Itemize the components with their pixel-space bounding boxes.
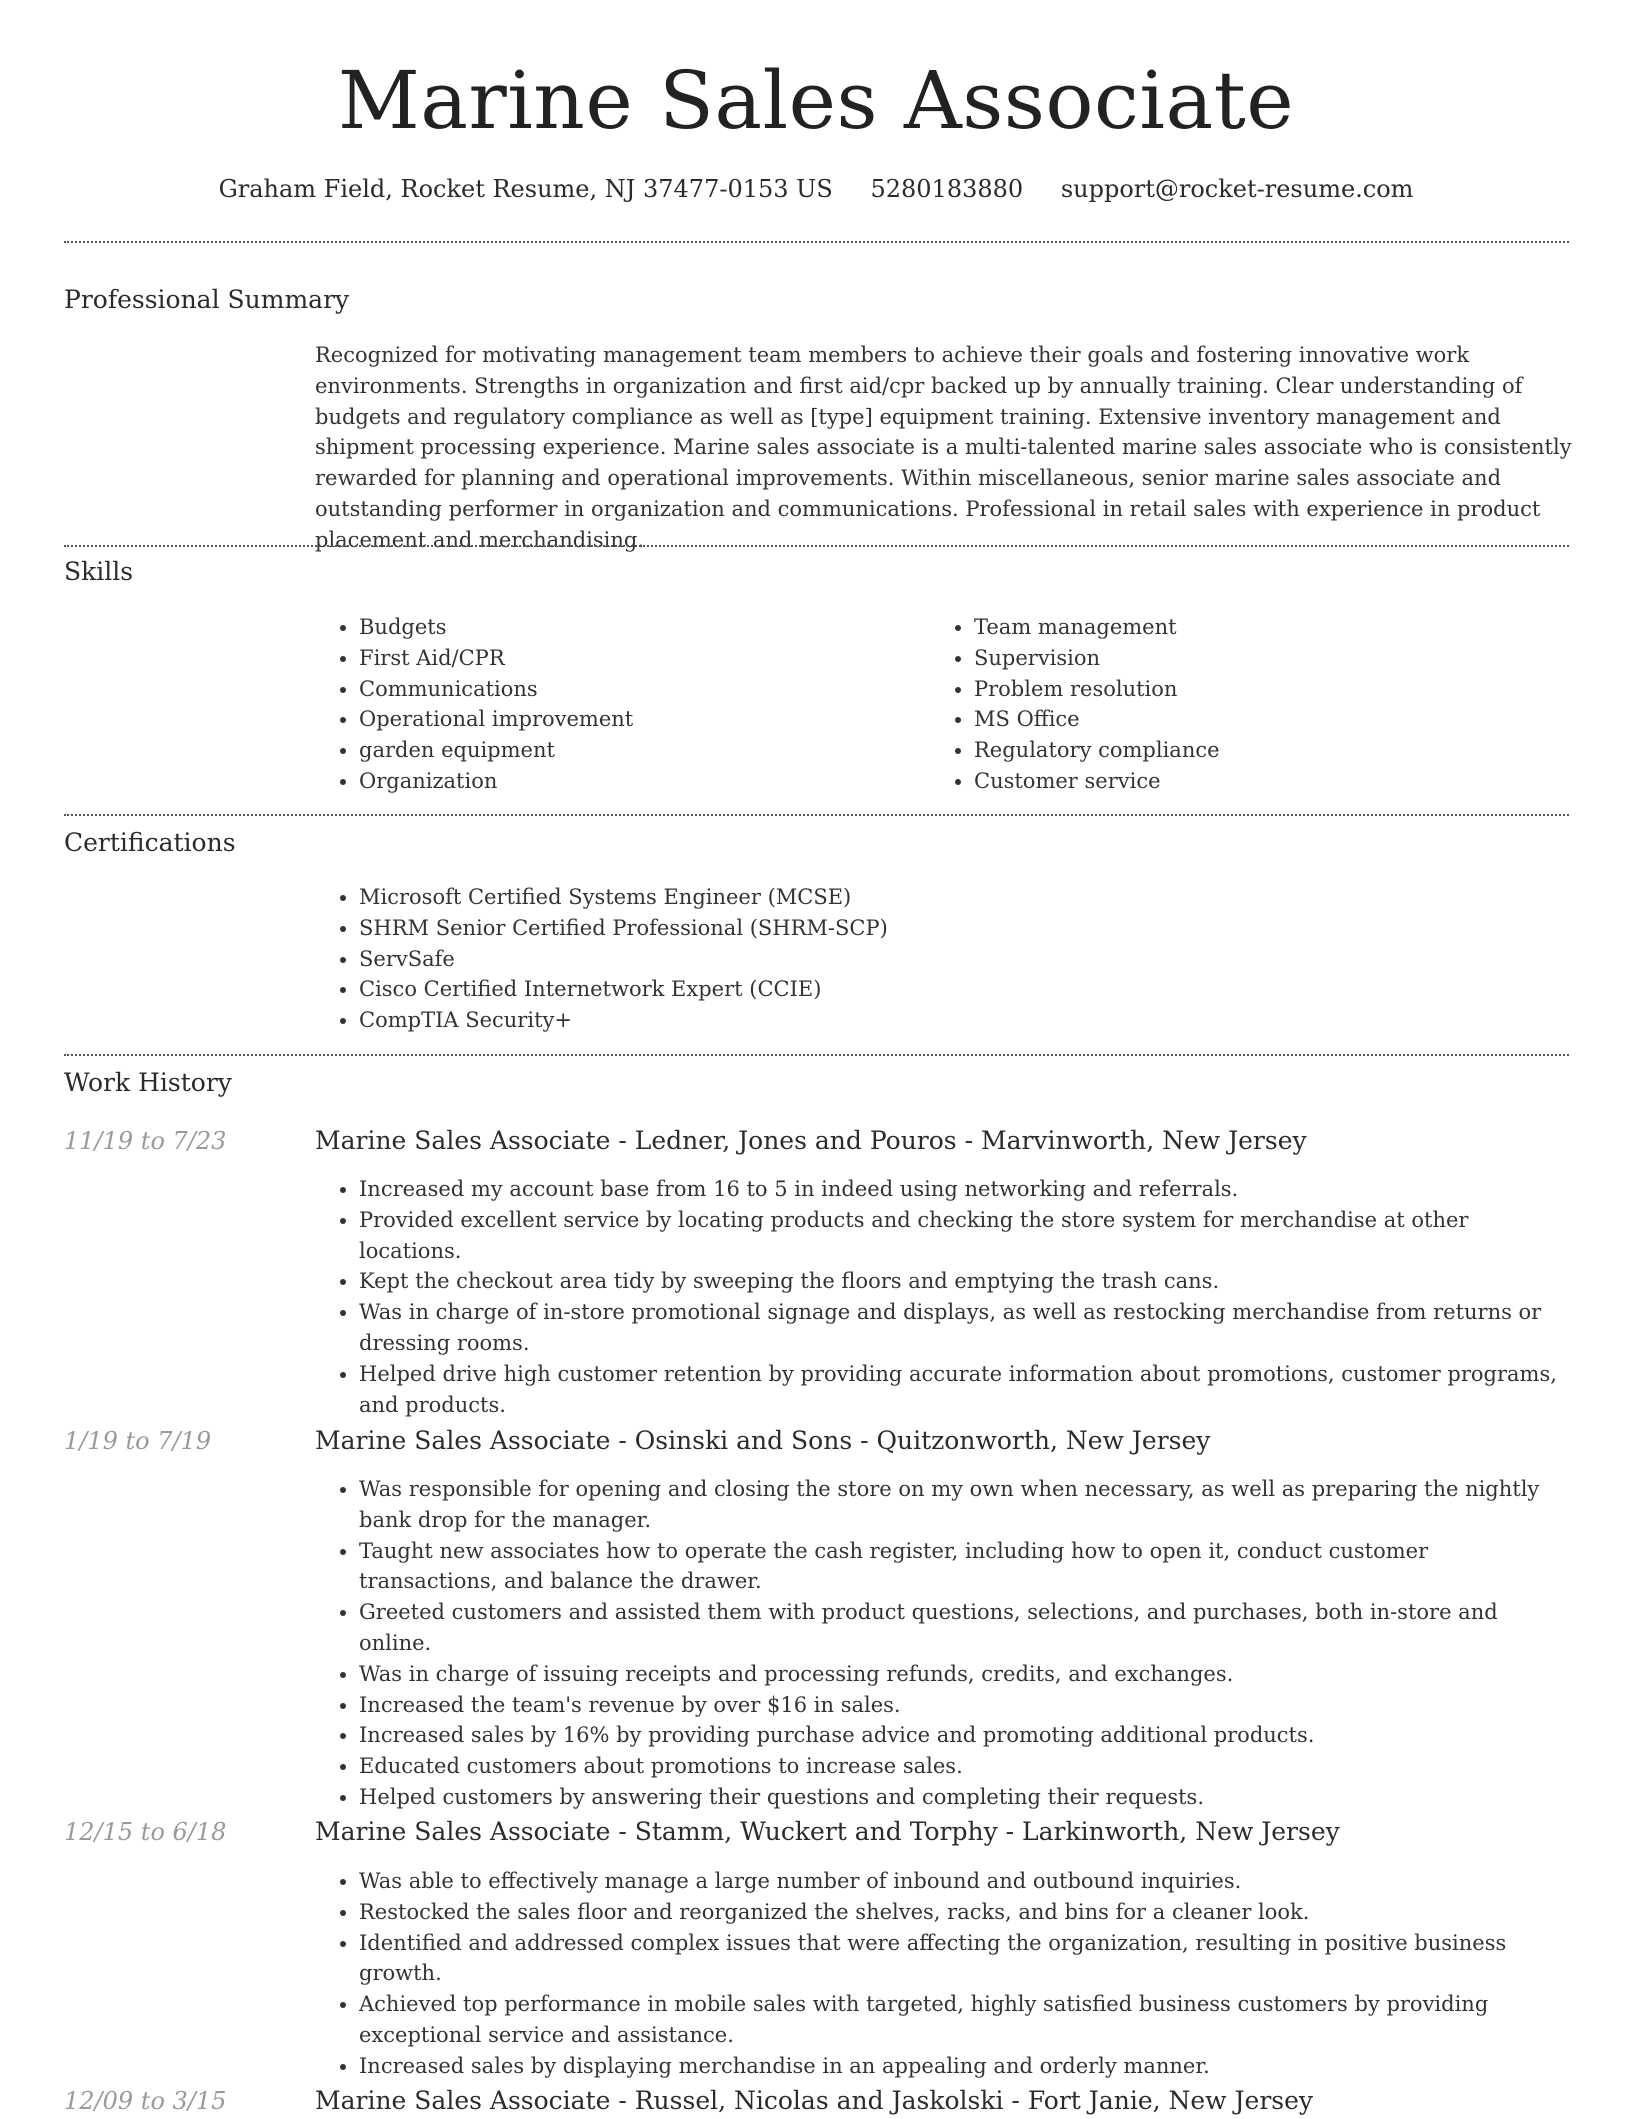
skill-item: • Problem resolution: [974, 674, 1560, 705]
skill-item: • Supervision: [974, 643, 1560, 674]
skill-item: • Operational improvement: [359, 704, 915, 735]
job-dates: 12/15 to 6/18: [64, 1818, 227, 1846]
job-bullet: • Kept the checkout area tidy by sweeping the floors and emptying the trash cans.: [359, 1266, 1573, 1297]
skill-item: • garden equipment: [359, 735, 915, 766]
job-bullet: • Increased sales by 16% by providing purchase advice and promoting additional products.: [359, 1720, 1573, 1751]
certification-item: • Cisco Certified Internetwork Expert (CCIE): [359, 974, 1565, 1005]
skill-item: • Organization: [359, 766, 915, 797]
job-bullet: • Helped drive high customer retention by providing accurate information about promotions, customer programs, and products.: [359, 1359, 1573, 1421]
section-title-work-history: Work History: [64, 1068, 232, 1097]
job-bullet: • Achieved top performance in mobile sales with targeted, highly satisfied business customers by providing exceptional service and assistance.: [359, 1989, 1573, 2051]
job-bullets: [315, 1474, 1573, 1813]
job-dates: 1/19 to 7/19: [64, 1427, 212, 1455]
certification-item: • CompTIA Security+: [359, 1005, 1565, 1036]
divider: [64, 1054, 1569, 1056]
contact-email: support@rocket-resume.com: [1060, 175, 1414, 203]
job-bullet: • Was in charge of in-store promotional signage and displays, as well as restocking merchandise from returns or dressing rooms.: [359, 1297, 1573, 1359]
job-bullet: • Taught new associates how to operate the cash register, including how to open it, conduct customer transactions, and balance the drawer.: [359, 1536, 1573, 1598]
job-heading: Marine Sales Associate - Osinski and Sons - Quitzonworth, New Jersey: [315, 1426, 1211, 1455]
divider: [64, 814, 1569, 816]
job-bullet: • Provided excellent service by locating products and checking the store system for merchandise at other locations.: [359, 1205, 1573, 1267]
skills-column-left: [315, 612, 915, 797]
job-bullets: [315, 1174, 1573, 1420]
contact-line: [0, 170, 1632, 208]
skills-list-right: [930, 612, 1560, 797]
job-bullet: • Restocked the sales floor and reorganized the shelves, racks, and bins for a cleaner look.: [359, 1897, 1573, 1928]
job-bullet: • Identified and addressed complex issues that were affecting the organization, resulting in positive business growth.: [359, 1928, 1573, 1990]
skill-item: • First Aid/CPR: [359, 643, 915, 674]
job-dates: 12/09 to 3/15: [64, 2087, 227, 2115]
job-bullet: • Greeted customers and assisted them with product questions, selections, and purchases, both in-store and online.: [359, 1597, 1573, 1659]
job-heading: Marine Sales Associate - Ledner, Jones and Pouros - Marvinworth, New Jersey: [315, 1126, 1307, 1155]
job-heading: Marine Sales Associate - Stamm, Wuckert and Torphy - Larkinworth, New Jersey: [315, 1817, 1340, 1846]
job-bullet: • Educated customers about promotions to increase sales.: [359, 1751, 1573, 1782]
job-bullets: [315, 1866, 1573, 2082]
job-heading: Marine Sales Associate - Russel, Nicolas and Jaskolski - Fort Janie, New Jersey: [315, 2086, 1314, 2115]
skills-column-right: [930, 612, 1560, 797]
job-bullet: • Was in charge of issuing receipts and processing refunds, credits, and exchanges.: [359, 1659, 1573, 1690]
section-title-skills: Skills: [64, 557, 134, 586]
job-dates: 11/19 to 7/23: [64, 1127, 227, 1155]
job-bullets-block: [315, 1474, 1573, 1813]
job-bullet: • Increased my account base from 16 to 5 in indeed using networking and referrals.: [359, 1174, 1573, 1205]
contact-phone: 5280183880: [870, 175, 1024, 203]
job-bullets-block: [315, 1174, 1573, 1420]
skill-item: • Team management: [974, 612, 1560, 643]
summary-text: Recognized for motivating management team members to achieve their goals and fostering innovative work environments. Strengths in organization and first aid/cpr backed up by annually training. Clear understanding of budgets and regulatory compliance as well as [type] equipment training. Extensive inventory management and shipment processing experience. Marine sales associate is a multi-talented marine sales associate who is consistently rewarded for planning and operational improvements. Within miscellaneous, senior marine sales associate and outstanding performer in organization and communications. Professional in retail sales with experience in product placement and merchandising.: [315, 343, 1572, 552]
certification-item: • Microsoft Certified Systems Engineer (MCSE): [359, 882, 1565, 913]
certification-item: • ServSafe: [359, 944, 1565, 975]
job-bullet: • Was able to effectively manage a large number of inbound and outbound inquiries.: [359, 1866, 1573, 1897]
job-bullet: • Increased sales by displaying merchandise in an appealing and orderly manner.: [359, 2051, 1573, 2082]
skill-item: • Budgets: [359, 612, 915, 643]
job-bullet: • Was responsible for opening and closing the store on my own when necessary, as well as preparing the nightly bank drop for the manager.: [359, 1474, 1573, 1536]
divider: [64, 241, 1569, 243]
job-bullet: • Increased the team's revenue by over $16 in sales.: [359, 1690, 1573, 1721]
certification-item: • SHRM Senior Certified Professional (SHRM-SCP): [359, 913, 1565, 944]
resume-name: Marine Sales Associate: [337, 54, 1295, 147]
skill-item: • Customer service: [974, 766, 1560, 797]
skill-item: • MS Office: [974, 704, 1560, 735]
job-bullet: • Helped customers by answering their questions and completing their requests.: [359, 1782, 1573, 1813]
divider: [64, 545, 1569, 547]
section-title-certifications: Certifications: [64, 828, 236, 857]
skill-item: • Communications: [359, 674, 915, 705]
job-bullets-block: [315, 1866, 1573, 2082]
skill-item: • Regulatory compliance: [974, 735, 1560, 766]
contact-address: Graham Field, Rocket Resume, NJ 37477-0153 US: [218, 175, 833, 203]
section-title-summary: Professional Summary: [64, 285, 350, 314]
certifications-list: [315, 882, 1565, 1036]
certifications-block: [315, 882, 1565, 1036]
skills-list-left: [315, 612, 915, 797]
